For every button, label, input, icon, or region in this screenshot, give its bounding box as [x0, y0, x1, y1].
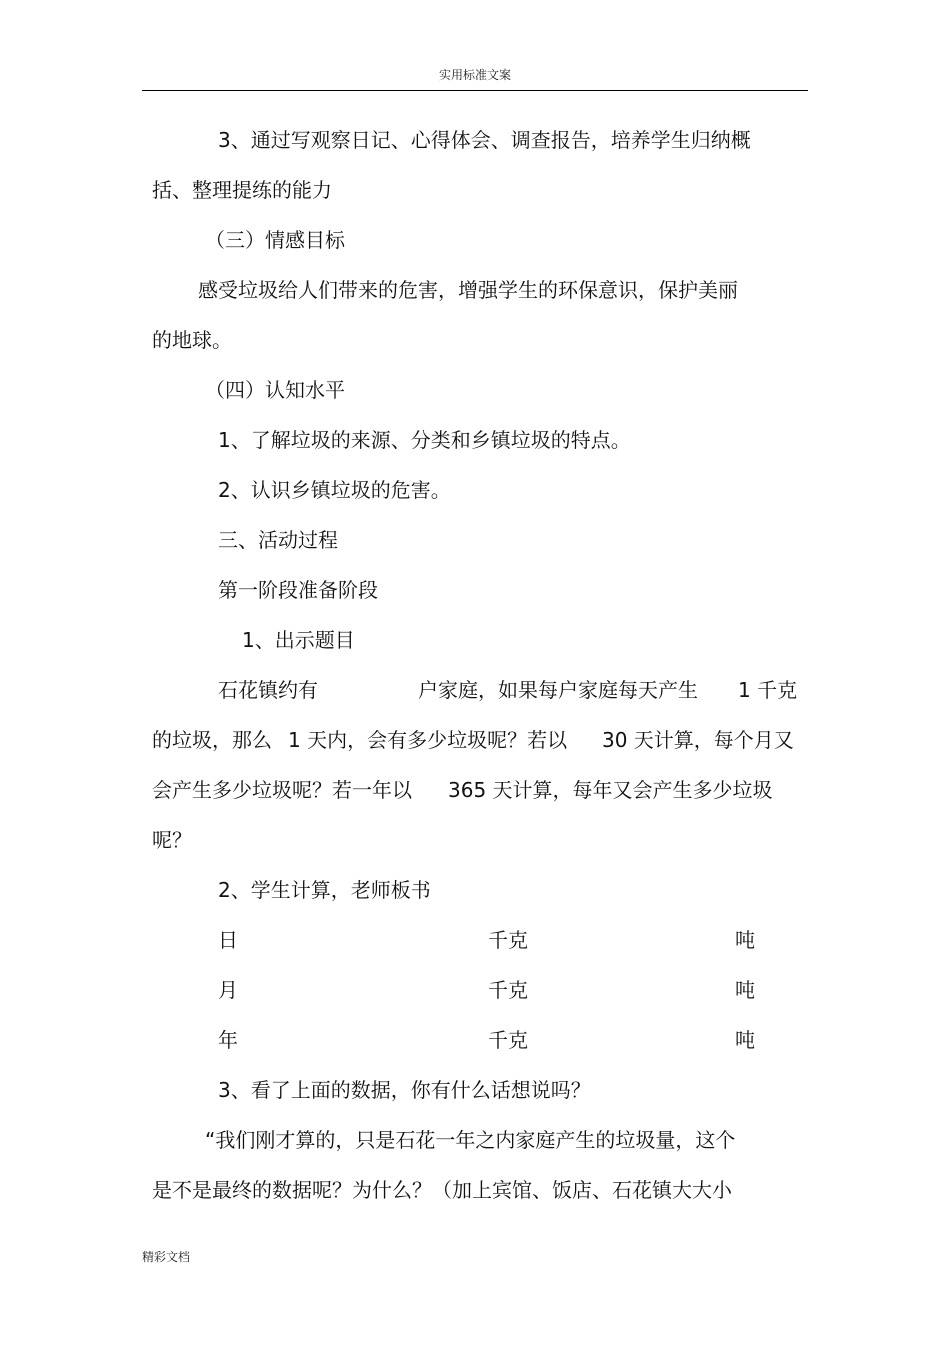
calc-row-period: 日 [218, 928, 238, 952]
list-item: 2、学生计算，老师板书 [218, 878, 431, 902]
calc-row-unit-ton: 吨 [735, 978, 755, 1002]
list-item: 1、了解垃圾的来源、分类和乡镇垃圾的特点。 [218, 428, 631, 452]
calc-row-unit-kg: 千克 [488, 928, 528, 952]
paragraph-line: 括、整理提练的能力 [152, 178, 332, 202]
calc-row-period: 年 [218, 1028, 238, 1052]
calc-row-unit-kg: 千克 [488, 1028, 528, 1052]
paragraph-line: 3、通过写观察日记、心得体会、调查报告，培养学生归纳概 [218, 128, 751, 152]
paragraph-segment: 1 天内，会有多少垃圾呢？若以 [288, 728, 568, 752]
paragraph-segment: 会产生多少垃圾呢？若一年以 [152, 778, 412, 802]
paragraph-line: 感受垃圾给人们带来的危害，增强学生的环保意识，保护美丽 [198, 278, 738, 302]
list-item: 3、看了上面的数据，你有什么话想说吗？ [218, 1078, 591, 1102]
paragraph-segment: 的垃圾，那么 [152, 728, 272, 752]
section-heading: 第一阶段准备阶段 [218, 578, 378, 602]
paragraph-segment: 石花镇约有 [218, 678, 318, 702]
paragraph-segment: 1 千克 [738, 678, 798, 702]
paragraph-segment: 365 天计算，每年又会产生多少垃圾 [448, 778, 773, 802]
paragraph-line: 是不是最终的数据呢？为什么？（加上宾馆、饭店、石花镇大大小 [152, 1178, 732, 1202]
paragraph-segment: 30 天计算，每个月又 [602, 728, 794, 752]
paragraph-line: 的地球。 [152, 328, 232, 352]
page-header: 实用标准文案 [438, 68, 511, 82]
list-item: 2、认识乡镇垃圾的危害。 [218, 478, 451, 502]
header-divider [142, 90, 808, 91]
calc-row-unit-ton: 吨 [735, 928, 755, 952]
page-footer: 精彩文档 [142, 1250, 191, 1264]
section-heading: （三）情感目标 [205, 228, 345, 252]
paragraph-line: “我们刚才算的，只是石花一年之内家庭产生的垃圾量，这个 [205, 1128, 736, 1152]
section-heading: （四）认知水平 [205, 378, 345, 402]
paragraph-line: 呢？ [152, 828, 192, 852]
calc-row-period: 月 [218, 978, 238, 1002]
paragraph-segment: 户家庭，如果每户家庭每天产生 [418, 678, 698, 702]
calc-row-unit-kg: 千克 [488, 978, 528, 1002]
list-item: 1、出示题目 [242, 628, 355, 652]
section-heading: 三、活动过程 [218, 528, 338, 552]
calc-row-unit-ton: 吨 [735, 1028, 755, 1052]
